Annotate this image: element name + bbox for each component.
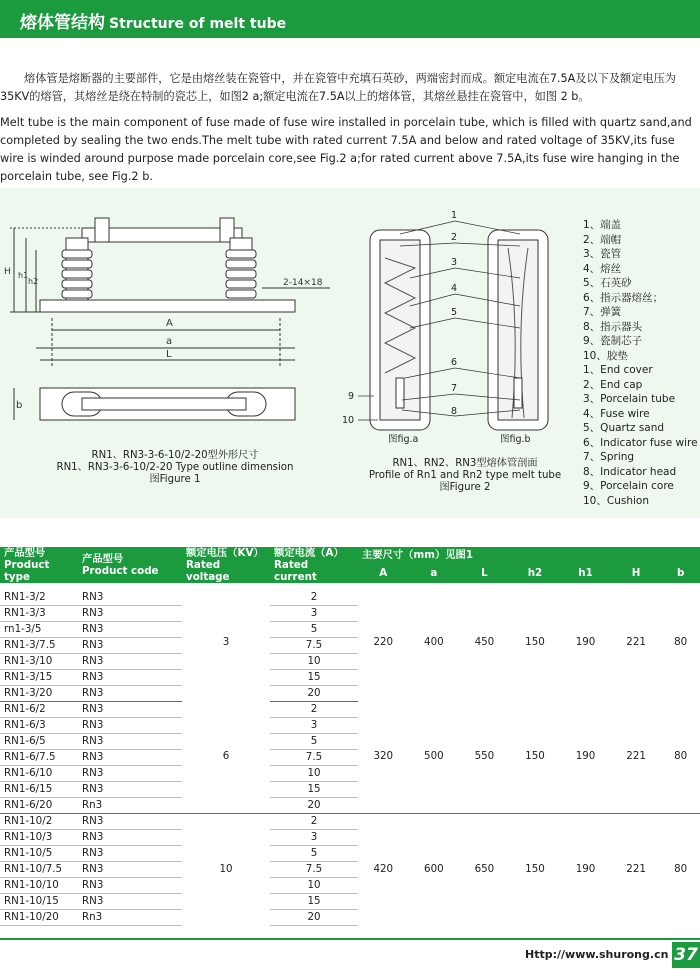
legend-item: 8、指示器头 [583, 320, 643, 333]
callout-1: 1 [451, 210, 458, 221]
title-cn: 熔体管结构 [20, 13, 105, 33]
legend-item: 2、End cap [583, 378, 643, 391]
cell-A: 420 [373, 862, 394, 875]
cell-a: 500 [409, 701, 460, 813]
cell-code: RN3 [78, 829, 182, 845]
cell-current: 20 [270, 909, 358, 925]
cell-current: 5 [270, 845, 358, 861]
header-code-cn: 产品型号 [82, 553, 124, 565]
legend-item: 2、端帽 [583, 233, 622, 246]
cell-type: RN1-3/7.5 [0, 637, 78, 653]
cell-type: RN1-6/2 [0, 701, 78, 717]
cell-A: 320 [358, 701, 409, 813]
cell-current: 15 [270, 893, 358, 909]
dim-h1: h1 [18, 271, 29, 280]
figure2-caption-fig: 图Figure 2 [439, 482, 491, 493]
cell-type: RN1-3/10 [0, 653, 78, 669]
cell-current: 5 [270, 733, 358, 749]
cell-type: RN1-10/3 [0, 829, 78, 845]
cell-current: 10 [270, 653, 358, 669]
dim-b: b [16, 400, 23, 411]
header-h1: h1 [560, 564, 611, 583]
fig2b-label: 图fig.b [500, 434, 531, 445]
cell-code: RN3 [78, 781, 182, 797]
cell-type: RN1-10/15 [0, 893, 78, 909]
cell-h1: 190 [575, 862, 596, 875]
figure1-caption-cn: RN1、RN3-3-6-10/2-20型外形尺寸 [91, 450, 259, 461]
cell-code: RN3 [78, 685, 182, 701]
legend-item: 8、Indicator head [583, 465, 677, 478]
header-dims-cn: 主要尺寸（mm）见图1 [358, 547, 700, 564]
footer-rule [0, 938, 700, 940]
cell-current: 2 [270, 583, 358, 605]
header-type-cn: 产品型号 [4, 547, 46, 559]
cell-current: 5 [270, 621, 358, 637]
figure2-caption-cn: RN1、RN2、RN3型熔体管剖面 [392, 458, 538, 469]
cell-code: Rn3 [78, 797, 182, 813]
cell-type: RN1-10/5 [0, 845, 78, 861]
cell-type: RN1-6/20 [0, 797, 78, 813]
spec-table-body [0, 583, 700, 925]
dim-A: A [166, 318, 173, 329]
cell-type: RN1-3/2 [0, 583, 78, 605]
cell-code: RN3 [78, 637, 182, 653]
callout-4: 4 [451, 283, 458, 294]
cell-type: RN1-10/2 [0, 813, 78, 829]
cell-L: 450 [474, 635, 495, 648]
header-curr-cn: 额定电流（A） [274, 547, 344, 559]
figure2-caption [355, 458, 575, 494]
cell-code: RN3 [78, 583, 182, 605]
header-curr-en: Rated current [274, 559, 317, 583]
legend-item: 3、Porcelain tube [583, 393, 676, 405]
cell-type: RN1-6/7.5 [0, 749, 78, 765]
callout-3: 3 [451, 257, 458, 268]
legend-item: 10、胶垫 [583, 349, 628, 362]
cell-voltage: 3 [222, 635, 230, 648]
cell-type: RN1-10/20 [0, 909, 78, 925]
legend-item: 6、指示器熔丝； [583, 291, 664, 304]
cell-code: RN3 [78, 813, 182, 829]
cell-a: 600 [424, 862, 444, 875]
callout-8: 8 [451, 406, 458, 417]
cell-type: RN1-3/3 [0, 605, 78, 621]
figure1-top-view [14, 388, 295, 420]
figure1-caption-en: RN1、RN3-3-6-10/2-20 Type outline dimension [56, 462, 294, 473]
cell-h2: 150 [525, 862, 545, 875]
legend-item: 6、Indicator fuse wire [583, 436, 698, 449]
cell-h2: 150 [510, 701, 561, 813]
figure2-caption-en: Profile of Rn1 and Rn2 type melt tube [368, 470, 562, 481]
cell-current: 10 [270, 765, 358, 781]
spec-table [0, 547, 700, 926]
cell-current: 2 [270, 701, 358, 717]
dim-bolt: 2-14×18 [283, 278, 323, 288]
callout-10: 10 [342, 415, 355, 426]
cell-current: 7.5 [270, 749, 358, 765]
cell-code: RN3 [78, 605, 182, 621]
legend-item: 9、Porcelain core [583, 480, 674, 492]
legend-item: 1、端盖 [583, 219, 622, 231]
cell-current: 3 [270, 829, 358, 845]
figure1-caption-fig: 图Figure 1 [149, 474, 201, 485]
cell-code: RN3 [78, 877, 182, 893]
cell-type: RN1-3/15 [0, 669, 78, 685]
page-title [20, 8, 286, 33]
parts-legend [583, 218, 698, 508]
cell-type: RN1-6/3 [0, 717, 78, 733]
cell-code: RN3 [78, 653, 182, 669]
fig2a-label: 图fig.a [388, 434, 419, 445]
figure2a-tube [370, 230, 430, 430]
cell-code: RN3 [78, 861, 182, 877]
callout-7: 7 [451, 383, 458, 394]
page-number: 37 [672, 942, 700, 968]
legend-item: 5、Quartz sand [583, 422, 665, 434]
header-H: H [611, 564, 662, 583]
cell-L: 650 [474, 862, 495, 875]
table-row [0, 813, 700, 829]
legend-item: 10、Cushion [583, 494, 649, 507]
cell-current: 20 [270, 797, 358, 813]
cell-code: RN3 [78, 845, 182, 861]
spec-table-header [0, 547, 700, 583]
cell-type: RN1-10/7.5 [0, 861, 78, 877]
header-L: L [459, 564, 510, 583]
cell-type: RN1-6/10 [0, 765, 78, 781]
cell-code: RN3 [78, 669, 182, 685]
header-a: a [409, 564, 460, 583]
dim-H: H [4, 267, 11, 277]
cell-b: 80 [674, 862, 688, 875]
header-code-en: Product code [82, 565, 159, 577]
cell-code: RN3 [78, 893, 182, 909]
callout-5: 5 [451, 307, 458, 318]
callout-2: 2 [451, 232, 458, 243]
cell-H: 221 [626, 635, 646, 648]
legend-item: 4、Fuse wire [583, 407, 650, 420]
cell-H: 221 [626, 862, 646, 875]
legend-item: 5、石英砂 [583, 277, 632, 289]
cell-current: 15 [270, 669, 358, 685]
cell-h1: 190 [560, 701, 611, 813]
cell-current: 2 [270, 813, 358, 829]
legend-item: 9、瓷制芯子 [583, 335, 643, 347]
cell-current: 7.5 [270, 861, 358, 877]
figure1-caption [40, 450, 310, 486]
cell-code: Rn3 [78, 909, 182, 925]
callout-9: 9 [348, 391, 355, 402]
cell-code: RN3 [78, 749, 182, 765]
cell-a: 400 [424, 635, 444, 648]
header-volt-en: Rated voltage [186, 559, 230, 583]
cell-type: RN1-6/15 [0, 781, 78, 797]
cell-b: 80 [661, 701, 700, 813]
header-A: A [358, 564, 409, 583]
cell-current: 15 [270, 781, 358, 797]
cell-code: RN3 [78, 733, 182, 749]
cell-code: RN3 [78, 717, 182, 733]
cell-voltage: 10 [219, 862, 233, 875]
cell-current: 20 [270, 685, 358, 701]
table-row [0, 701, 700, 717]
cell-b: 80 [674, 635, 688, 648]
intro-paragraph-en: Melt tube is the main component of fuse made of fuse wire installed in porcelain tube, which is filled with quartz sand,and completed by sealing the two ends.The melt tube with rated current 7.5A and below and rated voltage of 35KV,its fuse wire is winded around purpose made porcelain core,see Fig.2 a;for rated current above 7.5A,its fuse wire hanging in the porcelain tube, see Fig.2 b. [0, 116, 692, 183]
cell-A: 220 [373, 635, 394, 648]
intro-paragraph-cn: 熔体管是熔断器的主要部件，它是由熔丝装在瓷管中，并在瓷管中充填石英砂，两端密封而成。额定电流在7.5A及以下及额定电压为35KV的熔管，其熔丝是绕在特制的瓷芯上，如图2 a;额定电流在7.5A以上的熔体管，其熔丝悬挂在瓷管中，如图 2 b。 [0, 72, 676, 103]
left-insulator [62, 250, 92, 298]
cell-type: rn1-3/5 [0, 621, 78, 637]
legend-item: 4、熔丝 [583, 262, 622, 275]
footer-url[interactable]: Http://www.shurong.cn [525, 948, 669, 961]
cell-current: 3 [270, 717, 358, 733]
cell-code: RN3 [78, 765, 182, 781]
header-b: b [661, 564, 700, 583]
cell-current: 7.5 [270, 637, 358, 653]
dim-a: a [166, 336, 173, 347]
dim-h2: h2 [28, 277, 39, 286]
cell-current: 3 [270, 605, 358, 621]
cell-type: RN1-3/20 [0, 685, 78, 701]
legend-item: 7、Spring [583, 451, 635, 463]
table-row [0, 583, 700, 605]
legend-item: 1、End cover [583, 364, 653, 376]
cell-voltage: 6 [182, 701, 270, 813]
legend-item: 3、瓷管 [583, 248, 622, 260]
cell-code: RN3 [78, 621, 182, 637]
cell-code: RN3 [78, 701, 182, 717]
cell-H: 221 [611, 701, 662, 813]
cell-h2: 150 [525, 635, 545, 648]
header-type-en: Product type [4, 559, 50, 583]
header-volt-cn: 额定电压（KV） [186, 547, 264, 559]
dim-L: L [166, 349, 172, 360]
callout-6: 6 [451, 357, 458, 368]
title-en: Structure of melt tube [109, 16, 287, 32]
cell-L: 550 [459, 701, 510, 813]
cell-h1: 190 [575, 635, 596, 648]
right-insulator [226, 250, 256, 298]
header-h2: h2 [510, 564, 561, 583]
cell-current: 10 [270, 877, 358, 893]
legend-item: 7、弹簧 [583, 306, 622, 318]
cell-type: RN1-10/10 [0, 877, 78, 893]
cell-type: RN1-6/5 [0, 733, 78, 749]
